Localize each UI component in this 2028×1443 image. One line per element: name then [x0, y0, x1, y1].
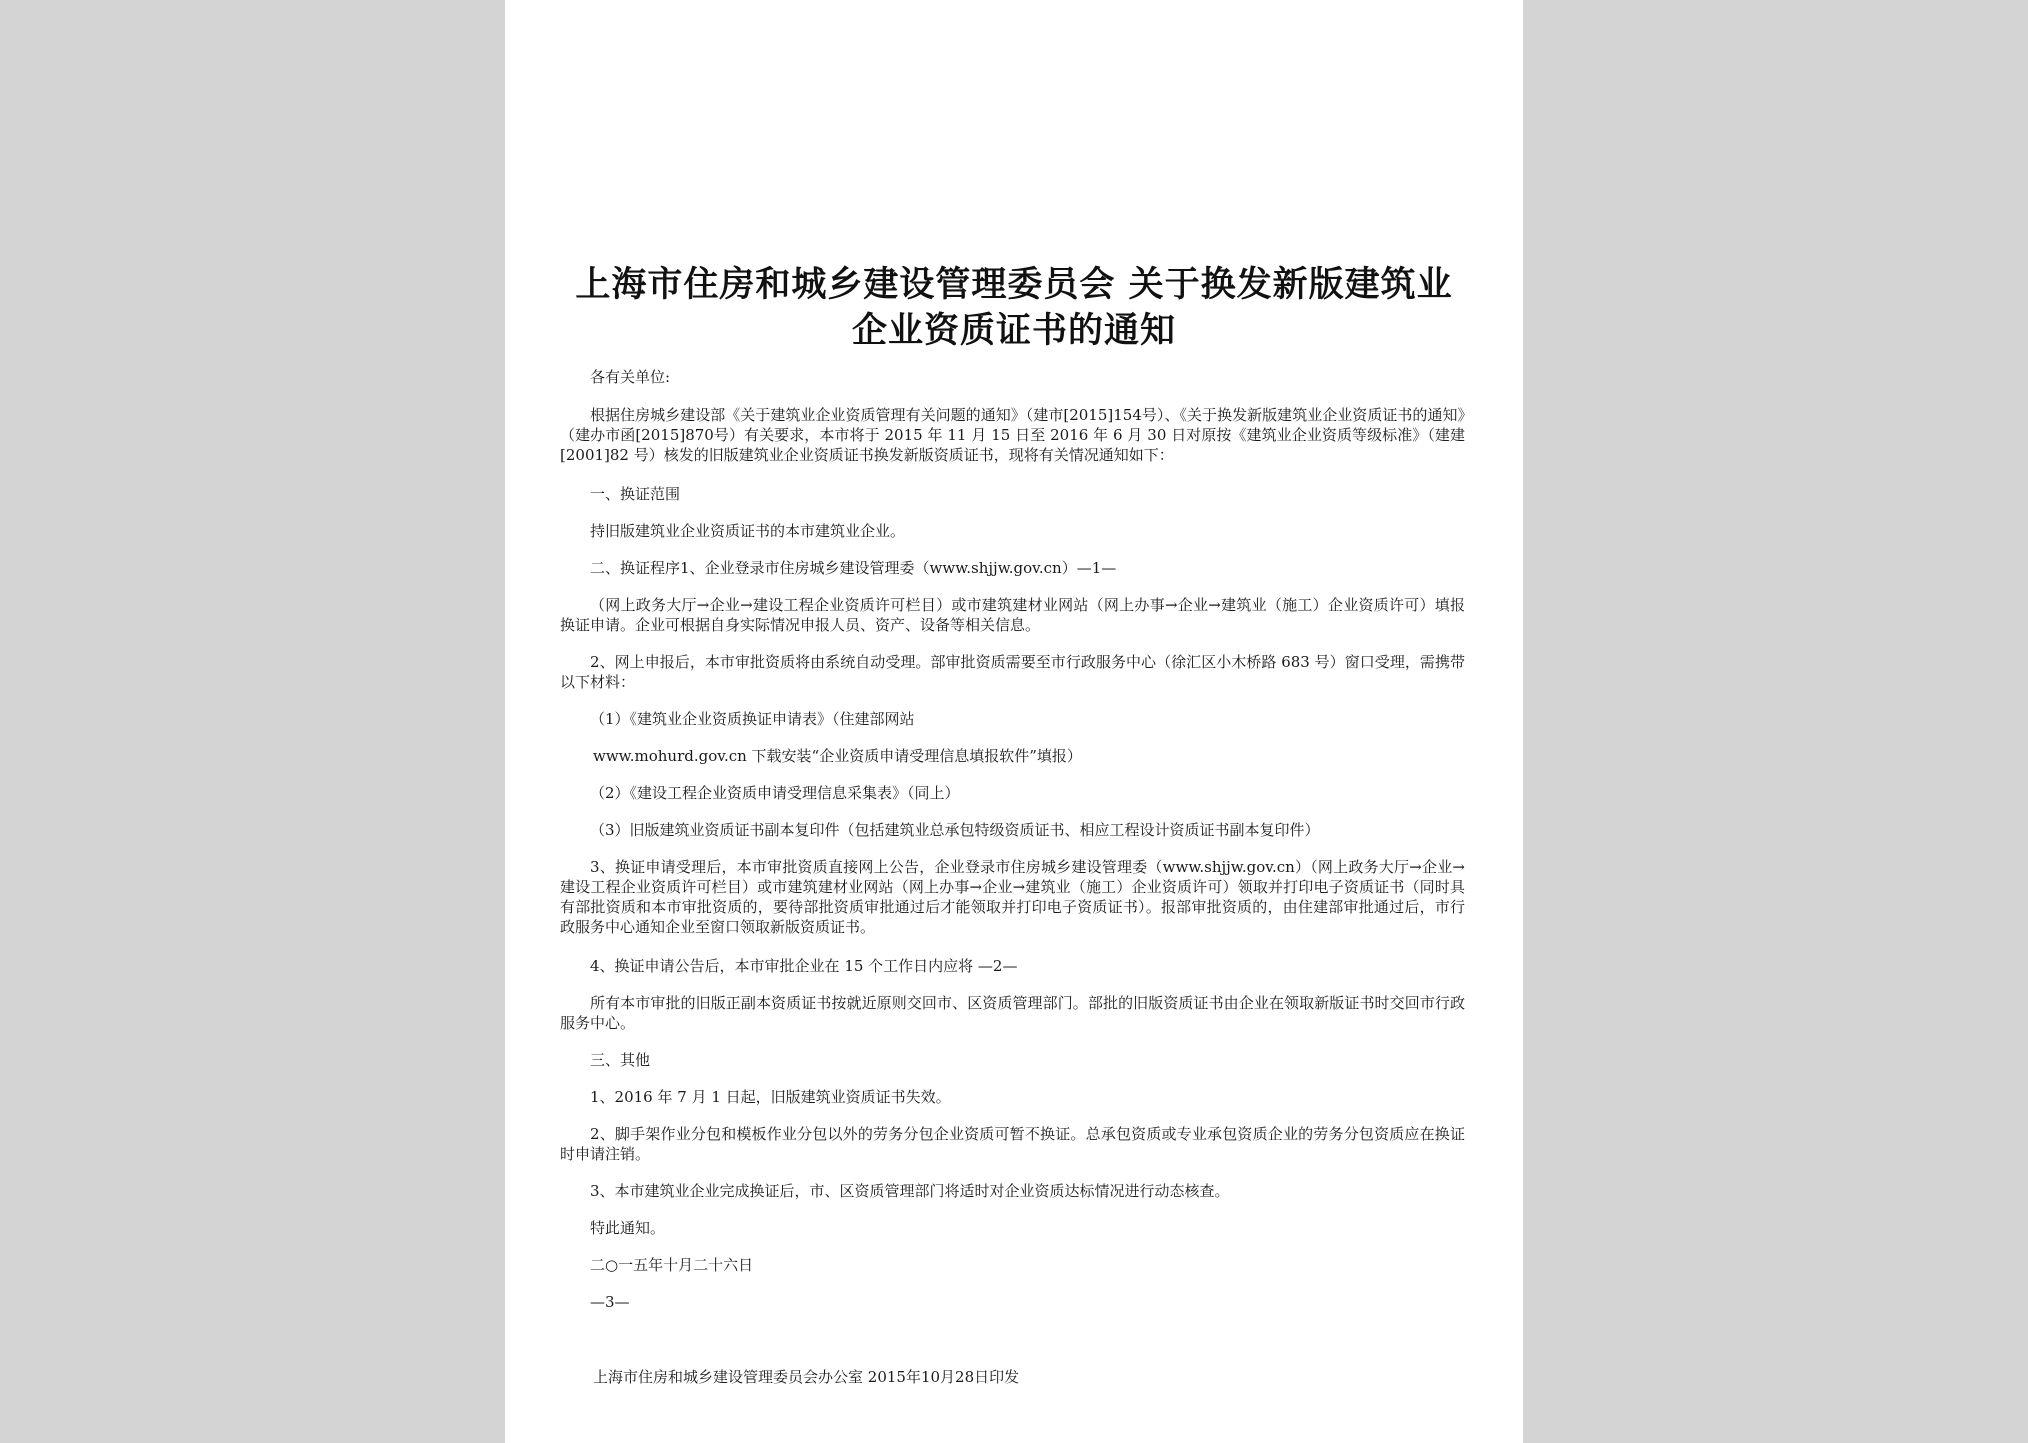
document-page [505, 0, 1523, 1443]
issuer-footer: 上海市住房和城乡建设管理委员会办公室 2015年10月28日印发 [593, 1368, 1020, 1386]
paragraph-procedure-3: 3、换证申请受理后，本市审批资质直接网上公告，企业登录市住房城乡建设管理委（www.shjjw.gov.cn）（网上政务大厅→企业→建设工程企业资质许可栏目）或市建筑建材业网站（网上办事→企业→建筑业（施工）企业资质许可）领取并打印电子资质证书（同时具有部批资质和本市审批资质的，要待部批资质审批通过后才能领取并打印电子资质证书）。报部审批资质的，由住建部审批通过后，市行政服务中心通知企业至窗口领取新版资质证书。 [560, 858, 1465, 936]
paragraph-procedure-1: （网上政务大厅→企业→建设工程企业资质许可栏目）或市建筑建材业网站（网上办事→企业→建筑业（施工）企业资质许可）填报换证申请。企业可根据自身实际情况申报人员、资产、设备等相关信息。 [560, 596, 1465, 634]
material-item-1: （1）《建筑业企业资质换证申请表》（住建部网站 [590, 710, 915, 728]
page-number: —3— [590, 1293, 630, 1311]
material-item-1-continued: www.mohurd.gov.cn 下载安装“企业资质申请受理信息填报软件”填报） [593, 747, 1082, 765]
document-date: 二○一五年十月二十六日 [590, 1256, 754, 1274]
paragraph-other-2: 2、脚手架作业分包和模板作业分包以外的劳务分包企业资质可暂不换证。总承包资质或专业承包资质企业的劳务分包资质应在换证时申请注销。 [560, 1125, 1465, 1163]
paragraph-scope: 持旧版建筑业企业资质证书的本市建筑业企业。 [590, 522, 906, 540]
paragraph-other-3: 3、本市建筑业企业完成换证后，市、区资质管理部门将适时对企业资质达标情况进行动态核查。 [590, 1182, 1230, 1200]
document-title-line-1: 上海市住房和城乡建设管理委员会 关于换发新版建筑业 [575, 265, 1453, 305]
closing-notice: 特此通知。 [590, 1219, 666, 1237]
paragraph-procedure-4: 4、换证申请公告后，本市审批企业在 15 个工作日内应将 —2— [590, 957, 1018, 975]
intro-paragraph: 根据住房城乡建设部《关于建筑业企业资质管理有关问题的通知》（建市[2015]154号）、《关于换发新版建筑业企业资质证书的通知》（建办市函[2015]870号）有关要求，本市将于 2015 年 11 月 15 日至 2016 年 6 月 30 日对原按《建筑业企业资质等级标准》（建建[2001]82 号）核发的旧版建筑业企业资质证书换发新版资质证书，现将有关情况通知如下： [560, 406, 1465, 464]
paragraph-other-1: 1、2016 年 7 月 1 日起，旧版建筑业资质证书失效。 [590, 1088, 951, 1106]
paragraph-procedure-2: 2、网上申报后，本市审批资质将由系统自动受理。部审批资质需要至市行政服务中心（徐汇区小木桥路 683 号）窗口受理，需携带以下材料： [560, 653, 1465, 691]
paragraph-procedure-4-continued: 所有本市审批的旧版正副本资质证书按就近原则交回市、区资质管理部门。部批的旧版资质证书由企业在领取新版证书时交回市行政服务中心。 [560, 994, 1465, 1032]
salutation: 各有关单位: [590, 368, 671, 386]
section-heading-procedure: 二、换证程序1、企业登录市住房城乡建设管理委（www.shjjw.gov.cn）—1— [590, 559, 1117, 577]
section-heading-other: 三、其他 [590, 1051, 651, 1069]
section-heading-scope: 一、换证范围 [590, 485, 681, 503]
material-item-2: （2）《建设工程企业资质申请受理信息采集表》（同上） [590, 784, 960, 802]
document-title-line-2: 企业资质证书的通知 [851, 311, 1176, 351]
material-item-3: （3）旧版建筑业资质证书副本复印件（包括建筑业总承包特级资质证书、相应工程设计资质证书副本复印件） [590, 821, 1320, 839]
